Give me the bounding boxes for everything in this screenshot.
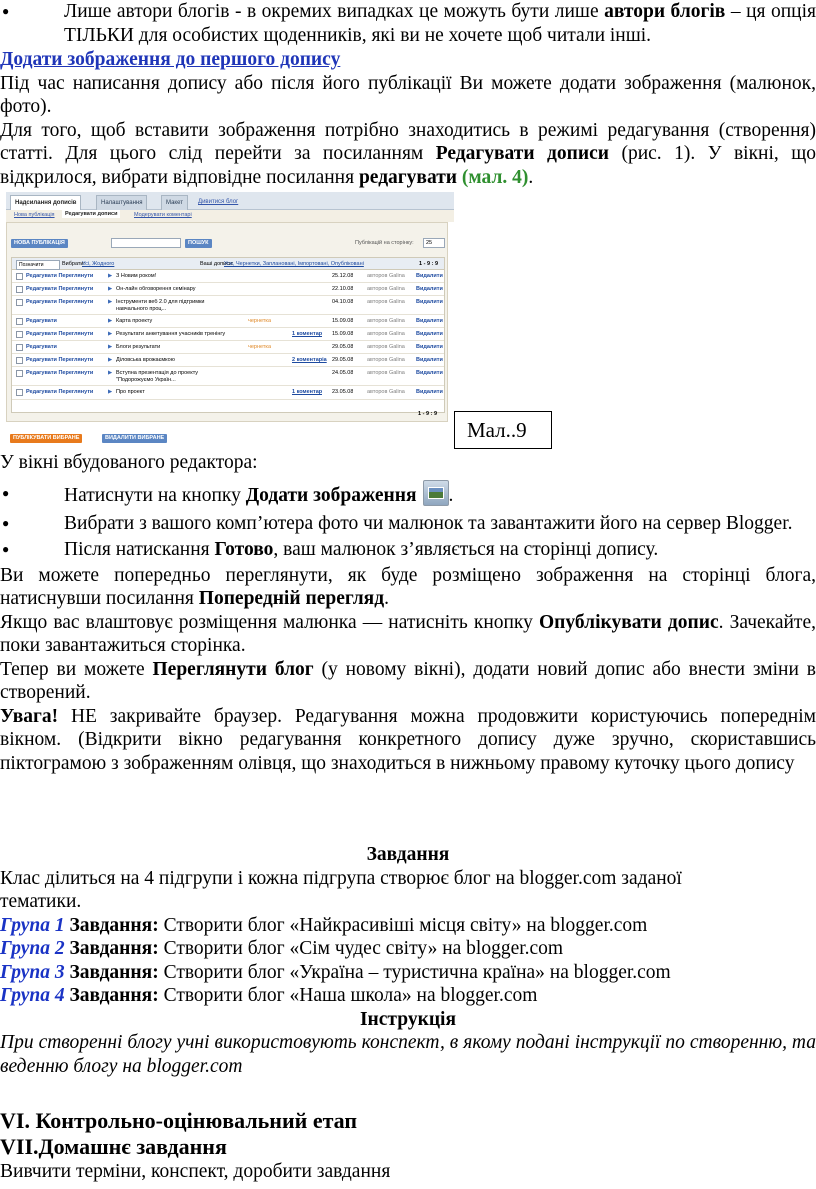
- delete-post-link[interactable]: Видалити: [416, 357, 443, 363]
- table-row: [12, 328, 444, 341]
- text-span: (рис. 1). У вікні, що відкрилося, вибрати відповідне посилання: [0, 143, 816, 188]
- bold-span: Готово: [214, 539, 274, 560]
- post-author: авторов Galina: [367, 357, 405, 363]
- bold-span: Редагувати дописи: [435, 143, 610, 164]
- task-label: Завдання:: [69, 914, 159, 936]
- post-date: 29.05.08: [332, 344, 354, 350]
- task-label: Завдання:: [69, 961, 159, 983]
- table-row: [12, 283, 444, 296]
- table-row: [12, 386, 444, 400]
- blogger-posts-screenshot: [6, 192, 454, 448]
- text-span: .: [528, 166, 534, 188]
- search-input[interactable]: [111, 238, 181, 248]
- paragraph-add-image: Під час написання допису або після його публікації Ви можете додати зображення (малюнок, фото).: [0, 72, 816, 117]
- table-row: [12, 367, 444, 386]
- tab-layout[interactable]: Макет: [161, 195, 188, 210]
- bold-span: Додати зображення: [245, 484, 417, 506]
- expand-arrow-icon[interactable]: ▶: [108, 389, 113, 395]
- bullet-dot-icon: ●: [2, 515, 10, 530]
- final-sections: [0, 1108, 816, 1184]
- task-intro: Клас ділиться на 4 підгрупи і кожна підгрупа створює блог на blogger.com заданої тематики.: [0, 867, 682, 912]
- text-span: НЕ закривайте браузер. Редагування можна продовжити користуючись попереднім вікном. (Відкрити вікно редагування конкретного допису дуже зручно, скориставшись піктограмою з зображенням олівця, що знаходиться в нижньому правому куточку цього допису: [0, 705, 816, 774]
- section-heading-vi: VI. Контрольно-оцінювальний етап: [0, 1108, 358, 1133]
- post-title: Вступна презентація до проекту "Подорожуємо Україн...: [116, 370, 199, 383]
- post-author: авторов Galina: [367, 286, 405, 292]
- instruction-title: Інструкція: [359, 1008, 457, 1030]
- text-span: Після натискання: [64, 539, 215, 560]
- post-title: Карта проекту: [116, 318, 153, 324]
- delete-post-link[interactable]: Видалити: [416, 344, 443, 350]
- post-title: Результати анкетування учасників тренінгу: [116, 331, 226, 337]
- post-status: чернетка: [248, 344, 272, 350]
- bold-span: Увага!: [0, 705, 59, 727]
- row-actions[interactable]: Редагувати Переглянути: [26, 273, 94, 279]
- text-span: Тепер ви можете: [0, 658, 153, 680]
- post-date: 24.05.08: [332, 370, 354, 376]
- table-row: [12, 315, 444, 328]
- post-title: Інструменти веб 2.0 для підтримки навчального проц...: [116, 299, 205, 312]
- intro-block: [0, 0, 816, 189]
- group-task-line: [0, 914, 816, 938]
- row-actions[interactable]: Редагувати Переглянути: [26, 389, 94, 395]
- expand-arrow-icon[interactable]: ▶: [108, 286, 113, 292]
- post-date: 29.05.08: [332, 357, 354, 363]
- post-author: авторов Galina: [367, 318, 405, 324]
- bold-span: Попередній перегляд: [198, 588, 385, 609]
- post-date: 22.10.08: [332, 286, 354, 292]
- delete-post-link[interactable]: Видалити: [416, 299, 443, 305]
- bullet-dot-icon: ●: [2, 4, 10, 18]
- task-label: Завдання:: [69, 985, 159, 1006]
- row-checkbox[interactable]: [16, 299, 23, 306]
- tab-posting[interactable]: Надсилання дописів: [10, 195, 81, 210]
- paragraph-preview: [0, 564, 816, 611]
- group-task-text: Створити блог «Найкрасивіші місця світу» на blogger.com: [158, 914, 648, 936]
- posts-table: [11, 257, 445, 413]
- group-task-text: Створити блог «Сім чудес світу» на blogger.com: [158, 938, 564, 959]
- task-label: Завдання:: [69, 938, 159, 959]
- new-post-button[interactable]: НОВА ПУБЛІКАЦІЯ: [11, 239, 68, 248]
- post-comments-link[interactable]: 2 коментаріа: [292, 357, 327, 363]
- table-row: [12, 341, 444, 354]
- post-comments-link[interactable]: 1 коментар: [292, 389, 323, 395]
- figure-caption: Мал..9: [454, 411, 552, 449]
- subtab-moderate-comments[interactable]: Модерувати коментарі: [134, 212, 192, 218]
- post-author: авторов Galina: [367, 370, 405, 376]
- post-author: авторов Galina: [367, 299, 405, 305]
- post-date: 04.10.08: [332, 299, 354, 305]
- pagination-bottom: 1 - 9 : 9: [418, 411, 437, 417]
- row-actions[interactable]: Редагувати: [26, 318, 57, 324]
- paragraph-warning: [0, 705, 816, 776]
- post-status: чернетка: [248, 318, 272, 324]
- delete-post-link[interactable]: Видалити: [416, 286, 443, 292]
- expand-arrow-icon[interactable]: ▶: [108, 357, 113, 363]
- paragraph-edit-mode: [0, 119, 816, 190]
- group-label: Група 2: [0, 938, 65, 959]
- bullet-text: Лише автори блогів - в окремих випадках це можуть бути лише: [64, 1, 605, 22]
- post-title: Он-лайн обговорення семінару: [116, 286, 196, 292]
- post-author: авторов Galina: [367, 389, 405, 395]
- text-span: Для того, щоб вставити зображення потрібно знаходитись в режимі редагування (створення) статті. Для цього слід перейти за посиланням: [0, 119, 816, 164]
- table-row: [12, 296, 444, 315]
- group-task-line: [0, 937, 816, 961]
- post-author: авторов Galina: [367, 331, 405, 337]
- task-section: [0, 843, 816, 1078]
- bullet-bold-text: автори блогів: [604, 1, 726, 22]
- delete-selected-button[interactable]: ВИДАЛИТИ ВИБРАНЕ: [102, 434, 167, 443]
- text-span: , ваш малюнок з’являється на сторінці допису.: [273, 539, 659, 560]
- row-checkbox[interactable]: [16, 357, 23, 364]
- per-page-label: Публікацій на сторінку:: [355, 240, 414, 246]
- delete-post-link[interactable]: Видалити: [416, 331, 443, 337]
- insert-image-icon: [423, 480, 449, 506]
- bold-span: редагувати: [358, 166, 458, 188]
- bullet-done: [0, 538, 816, 562]
- homework-text: Вивчити терміни, конспект, доробити завдання: [0, 1161, 391, 1182]
- post-date: 15.09.08: [332, 331, 354, 337]
- editor-intro: У вікні вбудованого редактора:: [0, 452, 258, 473]
- row-actions[interactable]: Редагувати Переглянути: [26, 370, 94, 376]
- group-task-text: Створити блог «Україна – туристична країна» на blogger.com: [158, 961, 671, 983]
- expand-arrow-icon[interactable]: ▶: [108, 318, 113, 324]
- bold-span: Переглянути блог: [152, 658, 314, 680]
- row-actions[interactable]: Редагувати Переглянути: [26, 286, 94, 292]
- tab-view-blog[interactable]: Дивитися блог: [198, 199, 239, 205]
- row-checkbox[interactable]: [16, 273, 23, 280]
- row-checkbox[interactable]: [16, 389, 23, 396]
- blogger-subtabs: [6, 210, 454, 222]
- row-actions[interactable]: Редагувати Переглянути: [26, 357, 94, 363]
- bullet-upload: [0, 512, 816, 536]
- text-span: .: [448, 484, 454, 506]
- group-label: Група 1: [0, 914, 65, 936]
- group-label: Група 3: [0, 961, 65, 983]
- delete-post-link[interactable]: Видалити: [416, 370, 443, 376]
- row-checkbox[interactable]: [16, 286, 23, 293]
- post-title: Про проект: [116, 389, 145, 395]
- expand-arrow-icon[interactable]: ▶: [108, 370, 113, 376]
- bullet-tail-text: – ця опція ТІЛЬКИ для особистих щоденників, які ви не хочете щоб читали інші.: [64, 1, 816, 46]
- row-actions[interactable]: Редагувати Переглянути: [26, 299, 94, 305]
- editor-instructions: [0, 451, 816, 775]
- row-actions[interactable]: Редагувати: [26, 344, 57, 350]
- table-row: [12, 354, 444, 367]
- section-heading-vii: VII.Домашнє завдання: [0, 1134, 227, 1159]
- add-image-heading-link[interactable]: Додати зображення до першого допису: [0, 49, 341, 70]
- text-span: Натиснути на кнопку: [64, 484, 246, 506]
- expand-arrow-icon[interactable]: ▶: [108, 331, 113, 337]
- expand-arrow-icon[interactable]: ▶: [108, 273, 113, 279]
- blogger-tabs: [6, 192, 454, 210]
- expand-arrow-icon[interactable]: ▶: [108, 299, 113, 305]
- paragraph-publish: [0, 611, 816, 658]
- row-checkbox[interactable]: [16, 370, 23, 377]
- per-page-select[interactable]: 25: [423, 238, 445, 248]
- group-task-line: [0, 961, 816, 985]
- text-span: Вибрати з вашого комп’ютера фото чи малюнок та завантажити його на сервер Blogger.: [64, 512, 793, 534]
- subtab-edit-posts[interactable]: Редагувати дописи: [62, 210, 120, 218]
- paragraph-view-blog: [0, 658, 816, 705]
- row-checkbox[interactable]: [16, 331, 23, 338]
- post-title: Блоги результати: [116, 344, 161, 350]
- post-author: авторов Galina: [367, 344, 405, 350]
- group-list: [0, 914, 816, 1008]
- post-author: авторов Galina: [367, 273, 405, 279]
- table-row: [12, 270, 444, 283]
- mark-select[interactable]: Позначити: [16, 260, 60, 270]
- posts-panel: [6, 222, 448, 422]
- subtab-new-post[interactable]: Нова публікація: [14, 212, 55, 218]
- text-span: Ви можете попередньо переглянути, як буде розміщено зображення на сторінці блога, натиснувши посилання: [0, 564, 816, 609]
- row-actions[interactable]: Редагувати Переглянути: [26, 331, 94, 337]
- group-task-line: [0, 984, 816, 1008]
- text-span: . Зачекайте, поки завантажиться сторінка.: [0, 611, 816, 656]
- bullet-dot-icon: ●: [2, 485, 10, 500]
- pagination-top: 1 - 9 : 9: [419, 261, 438, 267]
- bold-span: Опублікувати допис: [538, 611, 719, 633]
- text-span: Якщо вас влаштовує розміщення малюнка — натисніть кнопку: [0, 611, 539, 633]
- row-checkbox[interactable]: [16, 318, 23, 325]
- text-span: .: [384, 588, 389, 609]
- group-task-text: Створити блог «Наша школа» на blogger.com: [158, 985, 538, 1006]
- expand-arrow-icon[interactable]: ▶: [108, 344, 113, 350]
- search-button[interactable]: ПОШУК: [185, 239, 212, 248]
- post-date: 25.12.08: [332, 273, 354, 279]
- group-label: Група 4: [0, 985, 65, 1006]
- figure-reference: (мал. 4): [457, 166, 529, 188]
- select-label: Вибрати:: [62, 261, 86, 267]
- posts-table-toolbar: [12, 258, 444, 270]
- instruction-text: При створенні блогу учні використовують конспект, в якому подані інструкції по створенню, та веденню блогу на blogger.com: [0, 1032, 816, 1077]
- row-checkbox[interactable]: [16, 344, 23, 351]
- post-date: 15.09.08: [332, 318, 354, 324]
- delete-post-link[interactable]: Видалити: [416, 389, 443, 395]
- bullet-dot-icon: ●: [2, 542, 10, 556]
- post-comments-link[interactable]: 1 коментар: [292, 331, 323, 337]
- delete-post-link[interactable]: Видалити: [416, 318, 443, 324]
- your-posts-label: Ваші дописи:: [200, 261, 234, 267]
- bullet-add-image: [0, 480, 816, 509]
- post-title: Діловська врожаємкою: [116, 357, 175, 363]
- tab-settings[interactable]: Налаштування: [96, 195, 147, 210]
- delete-post-link[interactable]: Видалити: [416, 273, 443, 279]
- text-span: (у новому вікні), додати новий допис або внести зміни в створений.: [0, 658, 816, 703]
- publish-selected-button[interactable]: ПУБЛІКУВАТИ ВИБРАНЕ: [10, 434, 82, 443]
- task-title: Завдання: [366, 844, 450, 865]
- post-date: 23.05.08: [332, 389, 354, 395]
- bullet-authors-only: [0, 0, 816, 47]
- select-all-none-links[interactable]: Усі, Жодного: [82, 261, 115, 267]
- post-filter-links[interactable]: Усе, Чернетки, Заплановані, Імпортовані, Опубліковані: [224, 261, 364, 267]
- post-title: З Новим роком!: [116, 273, 157, 279]
